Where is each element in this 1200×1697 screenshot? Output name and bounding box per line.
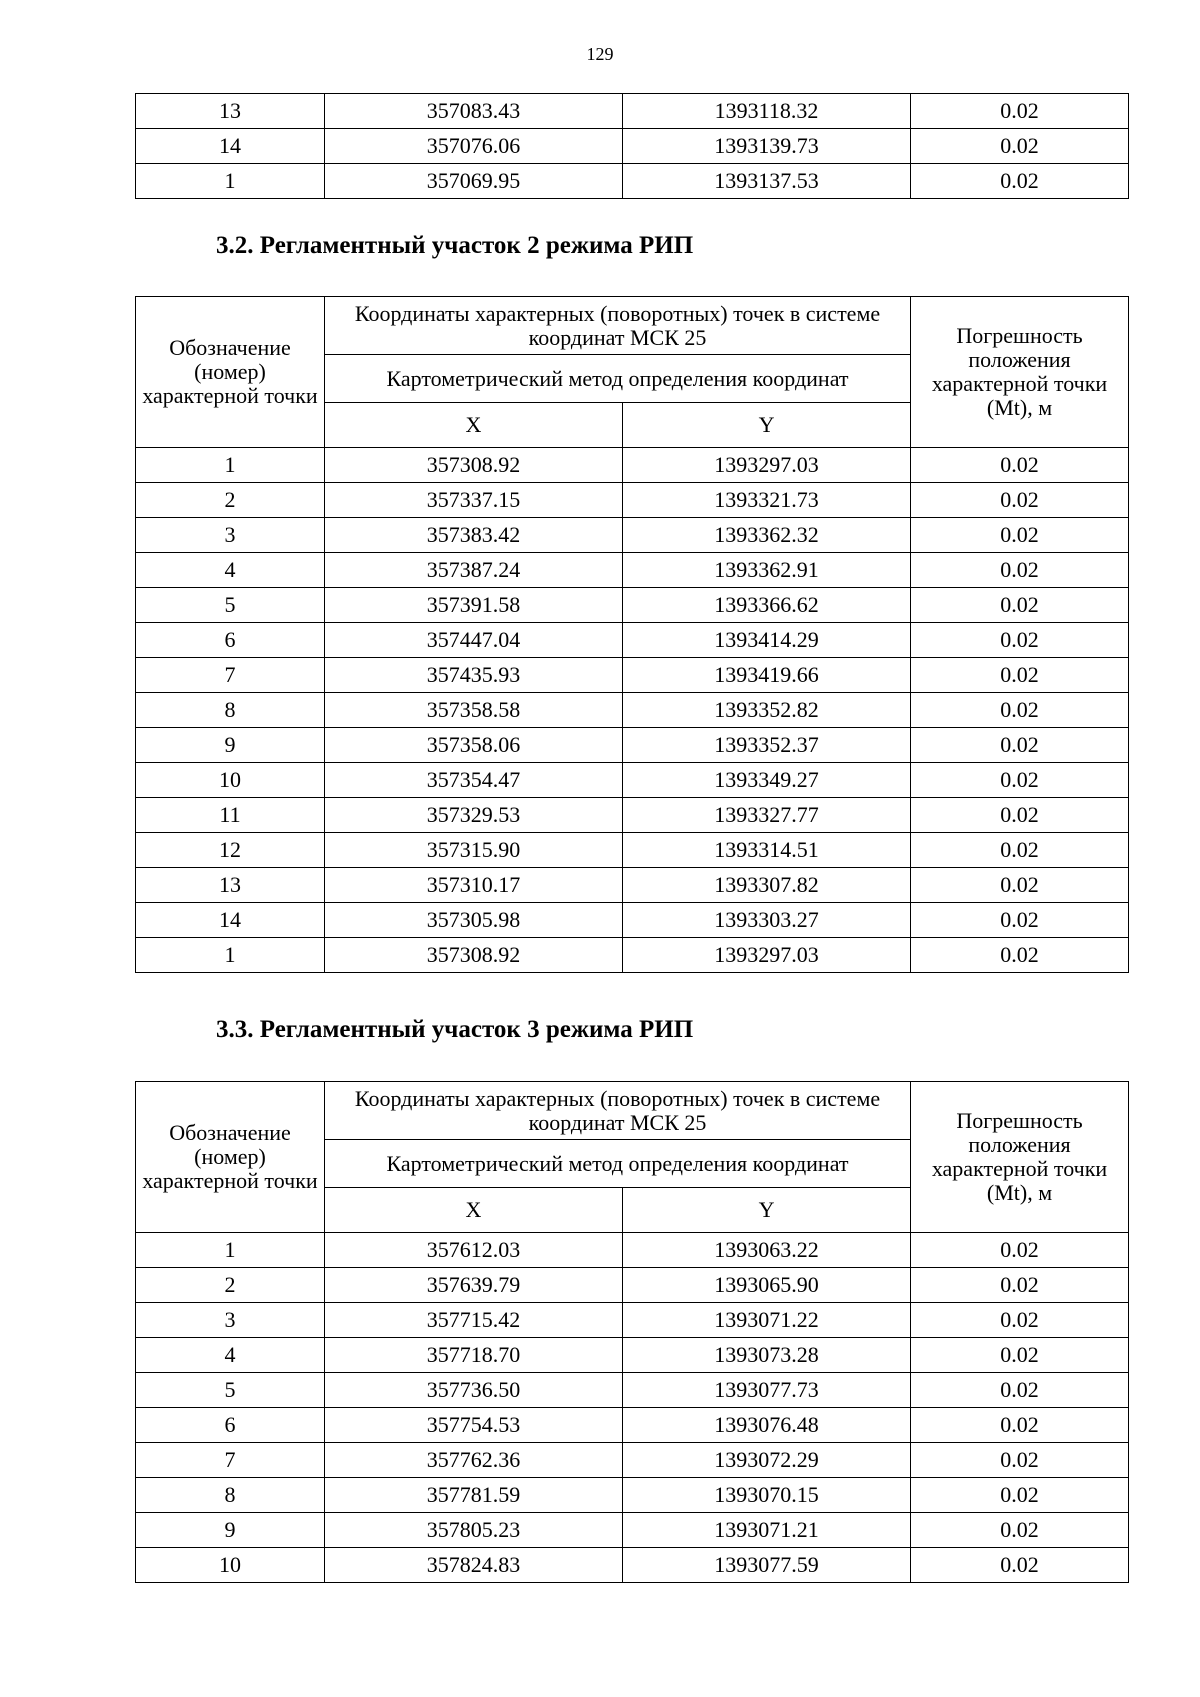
point-number-cell: 10 [136,763,325,798]
error-cell: 0.02 [911,798,1129,833]
error-cell: 0.02 [911,658,1129,693]
table-row [136,658,1129,693]
x-coordinate-cell: 357069.95 [325,164,623,199]
y-coordinate-cell: 1393362.91 [623,553,911,588]
section-3-title: 3.3. Регламентный участок 3 режима РИП [216,1016,694,1043]
point-number-cell: 11 [136,798,325,833]
y-coordinate-cell: 1393077.73 [623,1373,911,1408]
y-coordinate-cell: 1393352.82 [623,693,911,728]
error-cell: 0.02 [911,129,1129,164]
error-cell: 0.02 [911,938,1129,973]
point-number-cell: 5 [136,1373,325,1408]
y-coordinate-cell: 1393072.29 [623,1443,911,1478]
table-row [136,623,1129,658]
x-coordinate-cell: 357315.90 [325,833,623,868]
header-coordinates: Координаты характерных (поворотных) точек в системе координат МСК 25 [325,1082,911,1140]
point-number-cell: 14 [136,903,325,938]
x-coordinate-cell: 357358.58 [325,693,623,728]
header-error: Погрешность положения характерной точки (Mt), м [911,297,1129,448]
x-coordinate-cell: 357329.53 [325,798,623,833]
point-number-cell: 6 [136,623,325,658]
y-coordinate-cell: 1393139.73 [623,129,911,164]
table-row [136,1303,1129,1338]
table-row [136,129,1129,164]
point-number-cell: 5 [136,588,325,623]
x-coordinate-cell: 357824.83 [325,1548,623,1583]
x-coordinate-cell: 357805.23 [325,1513,623,1548]
x-coordinate-cell: 357358.06 [325,728,623,763]
table-row [136,1513,1129,1548]
error-cell: 0.02 [911,903,1129,938]
error-cell: 0.02 [911,483,1129,518]
point-number-cell: 7 [136,658,325,693]
point-number-cell: 1 [136,1233,325,1268]
point-number-cell: 6 [136,1408,325,1443]
table-row [136,1408,1129,1443]
error-cell: 0.02 [911,1478,1129,1513]
point-number-cell: 13 [136,868,325,903]
table-row [136,1548,1129,1583]
point-number-cell: 2 [136,1268,325,1303]
error-cell: 0.02 [911,448,1129,483]
x-coordinate-cell: 357387.24 [325,553,623,588]
x-coordinate-cell: 357308.92 [325,938,623,973]
table-row [136,1338,1129,1373]
y-coordinate-cell: 1393307.82 [623,868,911,903]
table-row [136,868,1129,903]
error-cell: 0.02 [911,518,1129,553]
y-coordinate-cell: 1393321.73 [623,483,911,518]
y-coordinate-cell: 1393118.32 [623,94,911,129]
point-number-cell: 14 [136,129,325,164]
x-coordinate-cell: 357337.15 [325,483,623,518]
y-coordinate-cell: 1393366.62 [623,588,911,623]
x-coordinate-cell: 357305.98 [325,903,623,938]
table-row [136,798,1129,833]
y-coordinate-cell: 1393070.15 [623,1478,911,1513]
error-cell: 0.02 [911,94,1129,129]
error-cell: 0.02 [911,693,1129,728]
table-row [136,938,1129,973]
x-coordinate-cell: 357612.03 [325,1233,623,1268]
error-cell: 0.02 [911,1408,1129,1443]
table-row [136,553,1129,588]
y-coordinate-cell: 1393303.27 [623,903,911,938]
point-number-cell: 1 [136,164,325,199]
table-row [136,1268,1129,1303]
x-coordinate-cell: 357076.06 [325,129,623,164]
x-coordinate-cell: 357736.50 [325,1373,623,1408]
point-number-cell: 3 [136,518,325,553]
y-coordinate-cell: 1393297.03 [623,938,911,973]
table-row [136,483,1129,518]
error-cell: 0.02 [911,588,1129,623]
table-row [136,1373,1129,1408]
x-coordinate-cell: 357754.53 [325,1408,623,1443]
table-row [136,164,1129,199]
error-cell: 0.02 [911,1338,1129,1373]
y-coordinate-cell: 1393076.48 [623,1408,911,1443]
y-coordinate-cell: 1393414.29 [623,623,911,658]
point-number-cell: 4 [136,1338,325,1373]
error-cell: 0.02 [911,623,1129,658]
x-coordinate-cell: 357310.17 [325,868,623,903]
point-number-cell: 4 [136,553,325,588]
point-number-cell: 2 [136,483,325,518]
point-number-cell: 13 [136,94,325,129]
y-coordinate-cell: 1393352.37 [623,728,911,763]
error-cell: 0.02 [911,1548,1129,1583]
x-coordinate-cell: 357383.42 [325,518,623,553]
point-number-cell: 10 [136,1548,325,1583]
x-coordinate-cell: 357308.92 [325,448,623,483]
header-x: X [325,1188,623,1233]
error-cell: 0.02 [911,868,1129,903]
x-coordinate-cell: 357391.58 [325,588,623,623]
header-point-designation: Обозначение (номер) характерной точки [136,297,325,448]
header-coordinates: Координаты характерных (поворотных) точек в системе координат МСК 25 [325,297,911,355]
y-coordinate-cell: 1393065.90 [623,1268,911,1303]
header-method: Картометрический метод определения координат [325,355,911,403]
x-coordinate-cell: 357639.79 [325,1268,623,1303]
error-cell: 0.02 [911,763,1129,798]
section-3-table [135,1081,1129,1583]
point-number-cell: 3 [136,1303,325,1338]
y-coordinate-cell: 1393077.59 [623,1548,911,1583]
x-coordinate-cell: 357715.42 [325,1303,623,1338]
y-coordinate-cell: 1393349.27 [623,763,911,798]
point-number-cell: 1 [136,448,325,483]
y-coordinate-cell: 1393063.22 [623,1233,911,1268]
header-y: Y [623,403,911,448]
point-number-cell: 8 [136,1478,325,1513]
x-coordinate-cell: 357718.70 [325,1338,623,1373]
y-coordinate-cell: 1393327.77 [623,798,911,833]
point-number-cell: 8 [136,693,325,728]
error-cell: 0.02 [911,164,1129,199]
point-number-cell: 9 [136,728,325,763]
x-coordinate-cell: 357762.36 [325,1443,623,1478]
x-coordinate-cell: 357083.43 [325,94,623,129]
header-x: X [325,403,623,448]
table-row [136,833,1129,868]
x-coordinate-cell: 357781.59 [325,1478,623,1513]
y-coordinate-cell: 1393071.22 [623,1303,911,1338]
error-cell: 0.02 [911,1513,1129,1548]
table-row [136,1478,1129,1513]
error-cell: 0.02 [911,1233,1129,1268]
y-coordinate-cell: 1393419.66 [623,658,911,693]
table-row [136,728,1129,763]
y-coordinate-cell: 1393297.03 [623,448,911,483]
section-2-table [135,296,1129,973]
error-cell: 0.02 [911,1303,1129,1338]
table-row [136,588,1129,623]
y-coordinate-cell: 1393073.28 [623,1338,911,1373]
page-number: 129 [586,44,614,64]
x-coordinate-cell: 357354.47 [325,763,623,798]
error-cell: 0.02 [911,553,1129,588]
error-cell: 0.02 [911,728,1129,763]
continuation-table [135,93,1129,199]
table-row [136,693,1129,728]
point-number-cell: 7 [136,1443,325,1478]
table-row [136,1233,1129,1268]
error-cell: 0.02 [911,1268,1129,1303]
table-row [136,903,1129,938]
x-coordinate-cell: 357447.04 [325,623,623,658]
error-cell: 0.02 [911,833,1129,868]
header-y: Y [623,1188,911,1233]
point-number-cell: 1 [136,938,325,973]
header-method: Картометрический метод определения координат [325,1140,911,1188]
y-coordinate-cell: 1393071.21 [623,1513,911,1548]
y-coordinate-cell: 1393314.51 [623,833,911,868]
error-cell: 0.02 [911,1443,1129,1478]
header-error: Погрешность положения характерной точки (Mt), м [911,1082,1129,1233]
y-coordinate-cell: 1393137.53 [623,164,911,199]
table-row [136,763,1129,798]
point-number-cell: 9 [136,1513,325,1548]
table-row [136,94,1129,129]
section-2-title: 3.2. Регламентный участок 2 режима РИП [216,232,694,259]
y-coordinate-cell: 1393362.32 [623,518,911,553]
table-row [136,448,1129,483]
error-cell: 0.02 [911,1373,1129,1408]
table-row [136,518,1129,553]
header-point-designation: Обозначение (номер) характерной точки [136,1082,325,1233]
point-number-cell: 12 [136,833,325,868]
table-row [136,1443,1129,1478]
x-coordinate-cell: 357435.93 [325,658,623,693]
